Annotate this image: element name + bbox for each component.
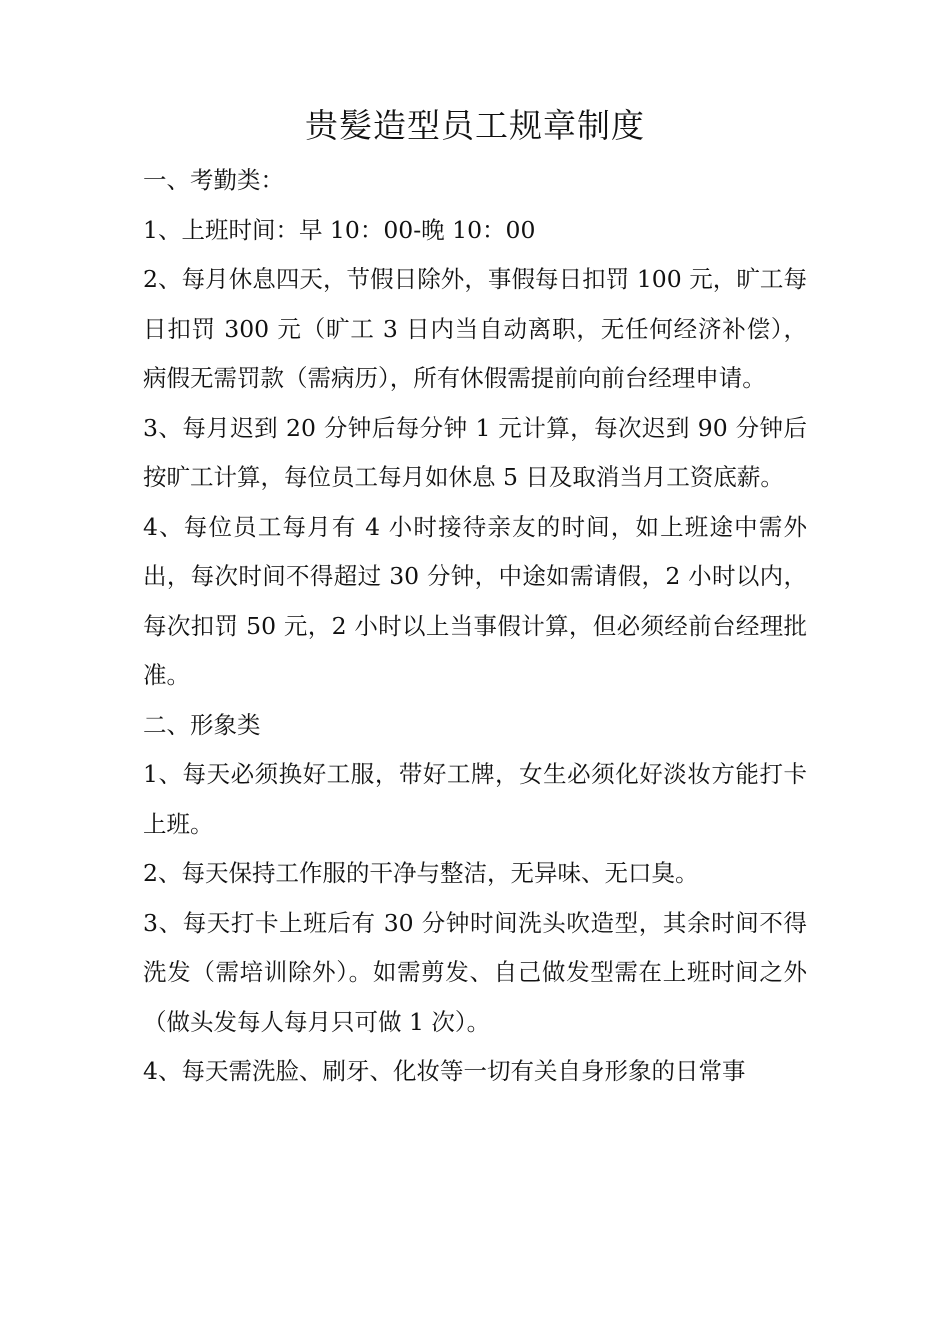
appearance-rule-3: 3、每天打卡上班后有 30 分钟时间洗头吹造型，其余时间不得洗发（需培训除外）。如需剪发、自己做发型需在上班时间之外（做头发每人每月只可做 1 次）。 bbox=[143, 908, 807, 1036]
document-title: 贵髪造型员工规章制度 bbox=[305, 106, 645, 145]
attendance-rule-3: 3、每月迟到 20 分钟后每分钟 1 元计算，每次迟到 90 分钟后按旷工计算，每位员工每月如休息 5 日及取消当月工资底薪。 bbox=[143, 413, 807, 491]
section-heading-attendance: 一、考勤类： bbox=[143, 166, 284, 194]
document-body bbox=[143, 96, 807, 1097]
attendance-rule-4: 4、每位员工每月有 4 小时接待亲友的时间，如上班途中需外出，每次时间不得超过 30 分钟，中途如需请假，2 小时以内，每次扣罚 50 元，2 小时以上当事假计算，但必须经前台经理批准。 bbox=[143, 512, 807, 689]
appearance-rule-4: 4、每天需洗脸、刷牙、化妆等一切有关自身形象的日常事 bbox=[143, 1057, 746, 1085]
attendance-rule-1: 1、上班时间：早 10：00-晚 10：00 bbox=[143, 215, 536, 244]
appearance-rule-1: 1、每天必须换好工服，带好工牌，女生必须化好淡妆方能打卡上班。 bbox=[143, 760, 807, 838]
section-heading-appearance: 二、形象类 bbox=[143, 710, 261, 739]
attendance-rule-2: 2、每月休息四天，节假日除外，事假每日扣罚 100 元，旷工每日扣罚 300 元（旷工 3 日内当自动离职，无任何经济补偿），病假无需罚款（需病历），所有休假需提前向前台经理申请。 bbox=[143, 265, 807, 392]
appearance-rule-2: 2、每天保持工作服的干净与整洁，无异味、无口臭。 bbox=[143, 859, 699, 887]
